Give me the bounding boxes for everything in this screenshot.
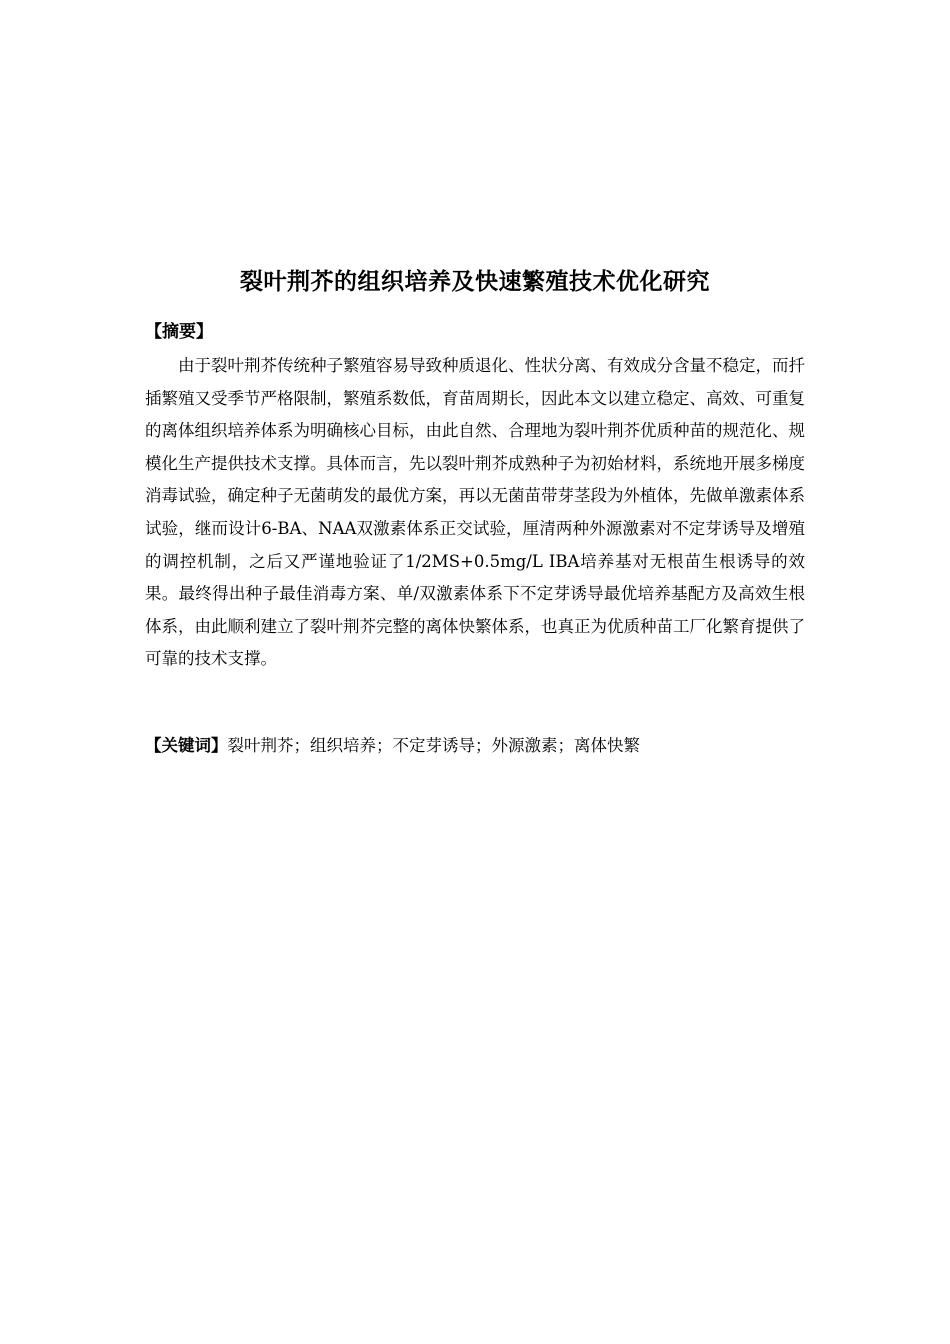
paper-title: 裂叶荆芥的组织培养及快速繁殖技术优化研究 (240, 269, 710, 295)
abstract-body: 由于裂叶荆芥传统种子繁殖容易导致种质退化、性状分离、有效成分含量不稳定，而扦插繁殖又受季节严格限制，繁殖系数低，育苗周期长，因此本文以建立稳定、高效、可重复的离体组织培养体系为明确核心目标，由此自然、合理地为裂叶荆芥优质种苗的规范化、规模化生产提供技术支撑。具体而言，先以裂叶荆芥成熟种子为初始材料，系统地开展多梯度消毒试验，确定种子无菌萌发的最优方案，再以无菌苗带芽茎段为外植体，先做单激素体系试验，继而设计6-BA、NAA双激素体系正交试验，厘清两种外源激素对不定芽诱导及增殖的调控机制，之后又严谨地验证了1/2MS+0.5mg/L IBA培养基对无根苗生根诱导的效果。最终得出种子最佳消毒方案、单/双激素体系下不定芽诱导最优培养基配方及高效生根体系，由此顺利建立了裂叶荆芥完整的离体快繁体系，也真正为优质种苗工厂化繁育提供了可靠的技术支撑。 (145, 356, 805, 669)
keywords-label: 【关键词】 (145, 736, 228, 755)
keywords-text: 裂叶荆芥；组织培养；不定芽诱导；外源激素；离体快繁 (227, 736, 640, 755)
abstract-heading: 【摘要】 (145, 322, 213, 342)
keywords-line (145, 731, 805, 761)
